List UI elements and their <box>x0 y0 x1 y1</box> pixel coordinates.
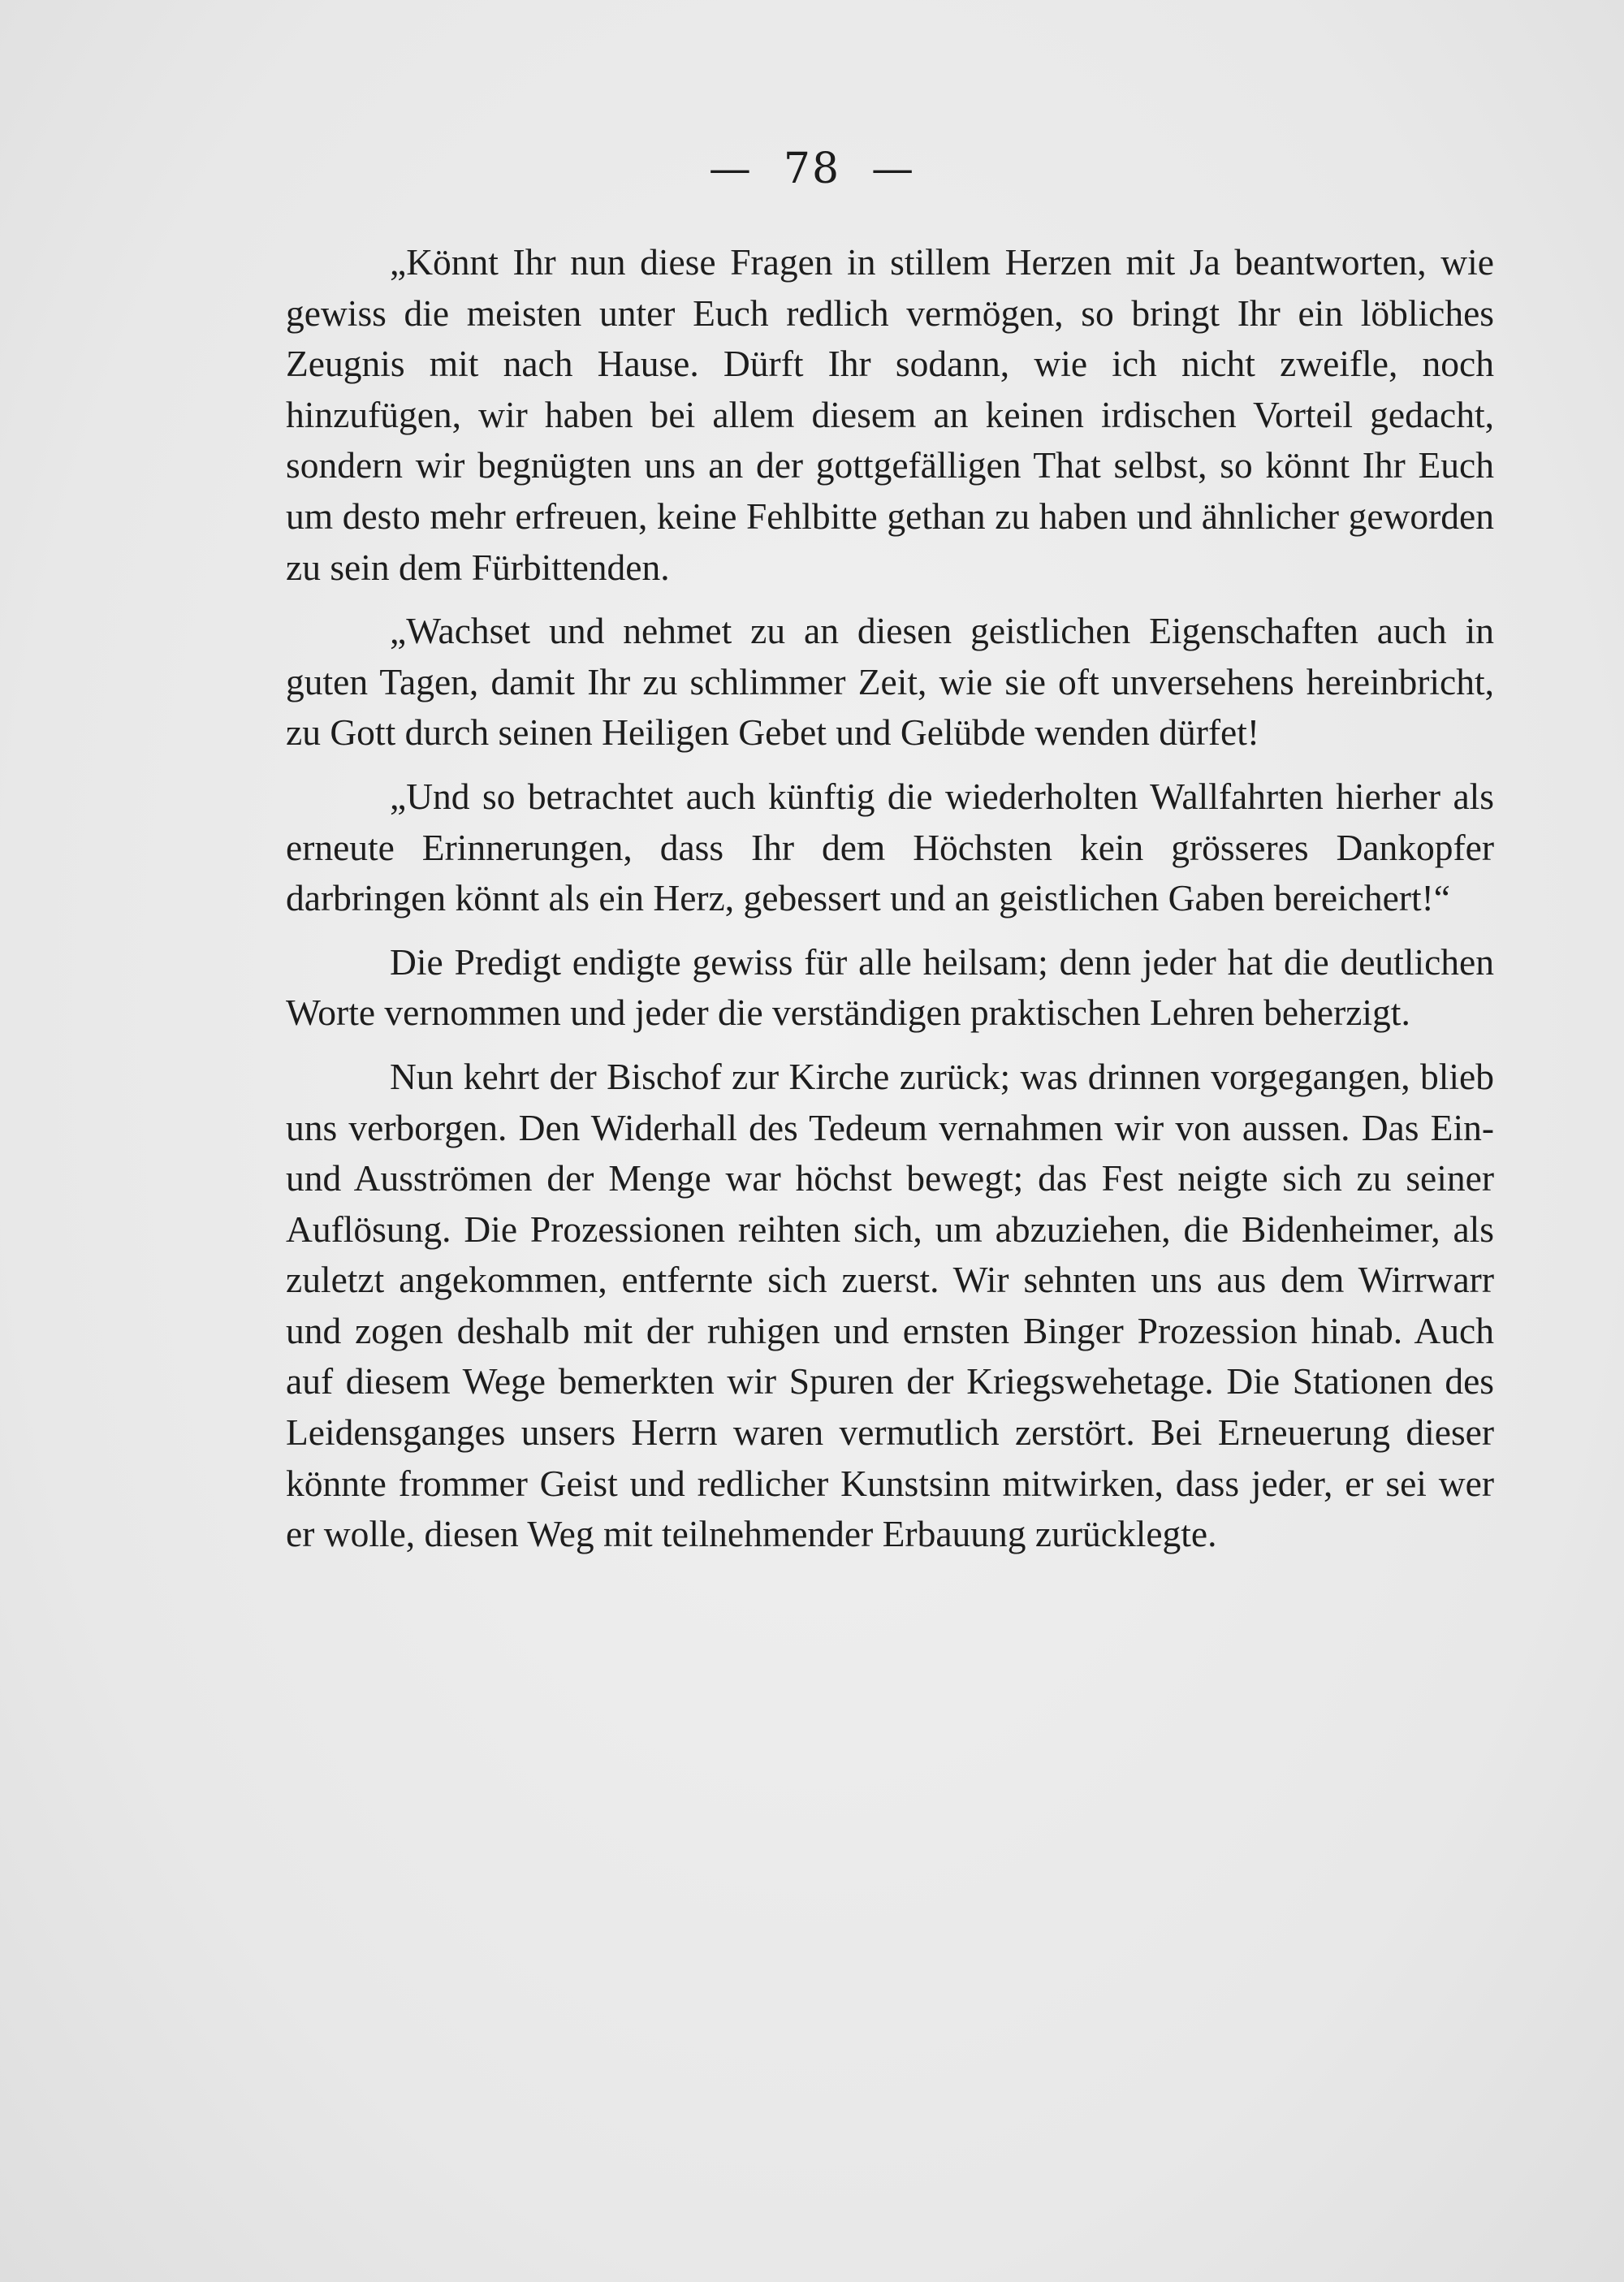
paragraph-5: Nun kehrt der Bischof zur Kirche zurück; was drinnen vorgegangen, blieb uns verborgen. Den Widerhall des Tedeum vernahmen wir von aussen. Das Ein- und Ausströmen der Menge war höchst bewegt; das Fest neigte sich zu seiner Auflösung. Die Prozessionen reihten sich, um abzuziehen, die Bidenheimer, als zuletzt angekommen, entfernte sich zuerst. Wir sehnten uns aus dem Wirrwarr und zogen deshalb mit der ruhigen und ernsten Binger Prozession hinab. Auch auf diesem Wege bemerkten wir Spuren der Kriegswehetage. Die Stationen des Leidensganges unsers Herrn waren vermutlich zerstört. Bei Erneuerung dieser könnte frommer Geist und redlicher Kunstsinn mitwirken, dass jeder, er sei wer er wolle, diesen Weg mit teilnehmender Erbauung zurücklegte. <box>286 1055 1494 1555</box>
paragraph-2: „Wachset und nehmet zu an diesen geistlichen Eigenschaften auch in guten Tagen, damit Ihr zu schlimmer Zeit, wie sie oft unversehens hereinbricht, zu Gott durch seinen Heiligen Gebet und Gelübde wenden dürfet! <box>286 610 1494 754</box>
page-header <box>0 145 1624 193</box>
paragraph-4: Die Predigt endigte gewiss für alle heilsam; denn jeder hat die deutlichen Worte vernommen und jeder die verständigen praktischen Lehren beherzigt. <box>286 940 1494 1034</box>
page-number: 78 <box>783 145 841 193</box>
body-text <box>286 237 1494 1560</box>
paragraph-3: „Und so betrachtet auch künftig die wiederholten Wallfahrten hierher als erneute Erinnerungen, dass Ihr dem Höchsten kein grösseres Dankopfer darbringen könnt als ein Herz, gebessert und an geistlichen Gaben bereichert!“ <box>286 775 1494 919</box>
paragraph-1: „Könnt Ihr nun diese Fragen in stillem Herzen mit Ja beantworten, wie gewiss die meisten unter Euch redlich vermögen, so bringt Ihr ein löbliches Zeugnis mit nach Hause. Dürft Ihr sodann, wie ich nicht zweifle, noch hinzufügen, wir haben bei allem diesem an keinen irdischen Vorteil gedacht, sondern wir begnügten uns an der gottgefälligen That selbst, so könnt Ihr Euch um desto mehr erfreuen, keine Fehlbitte gethan zu haben und ähnlicher geworden zu sein dem Fürbittenden. <box>286 241 1494 588</box>
header-dash-left: — <box>708 145 753 193</box>
header-dash-right: — <box>871 145 916 193</box>
